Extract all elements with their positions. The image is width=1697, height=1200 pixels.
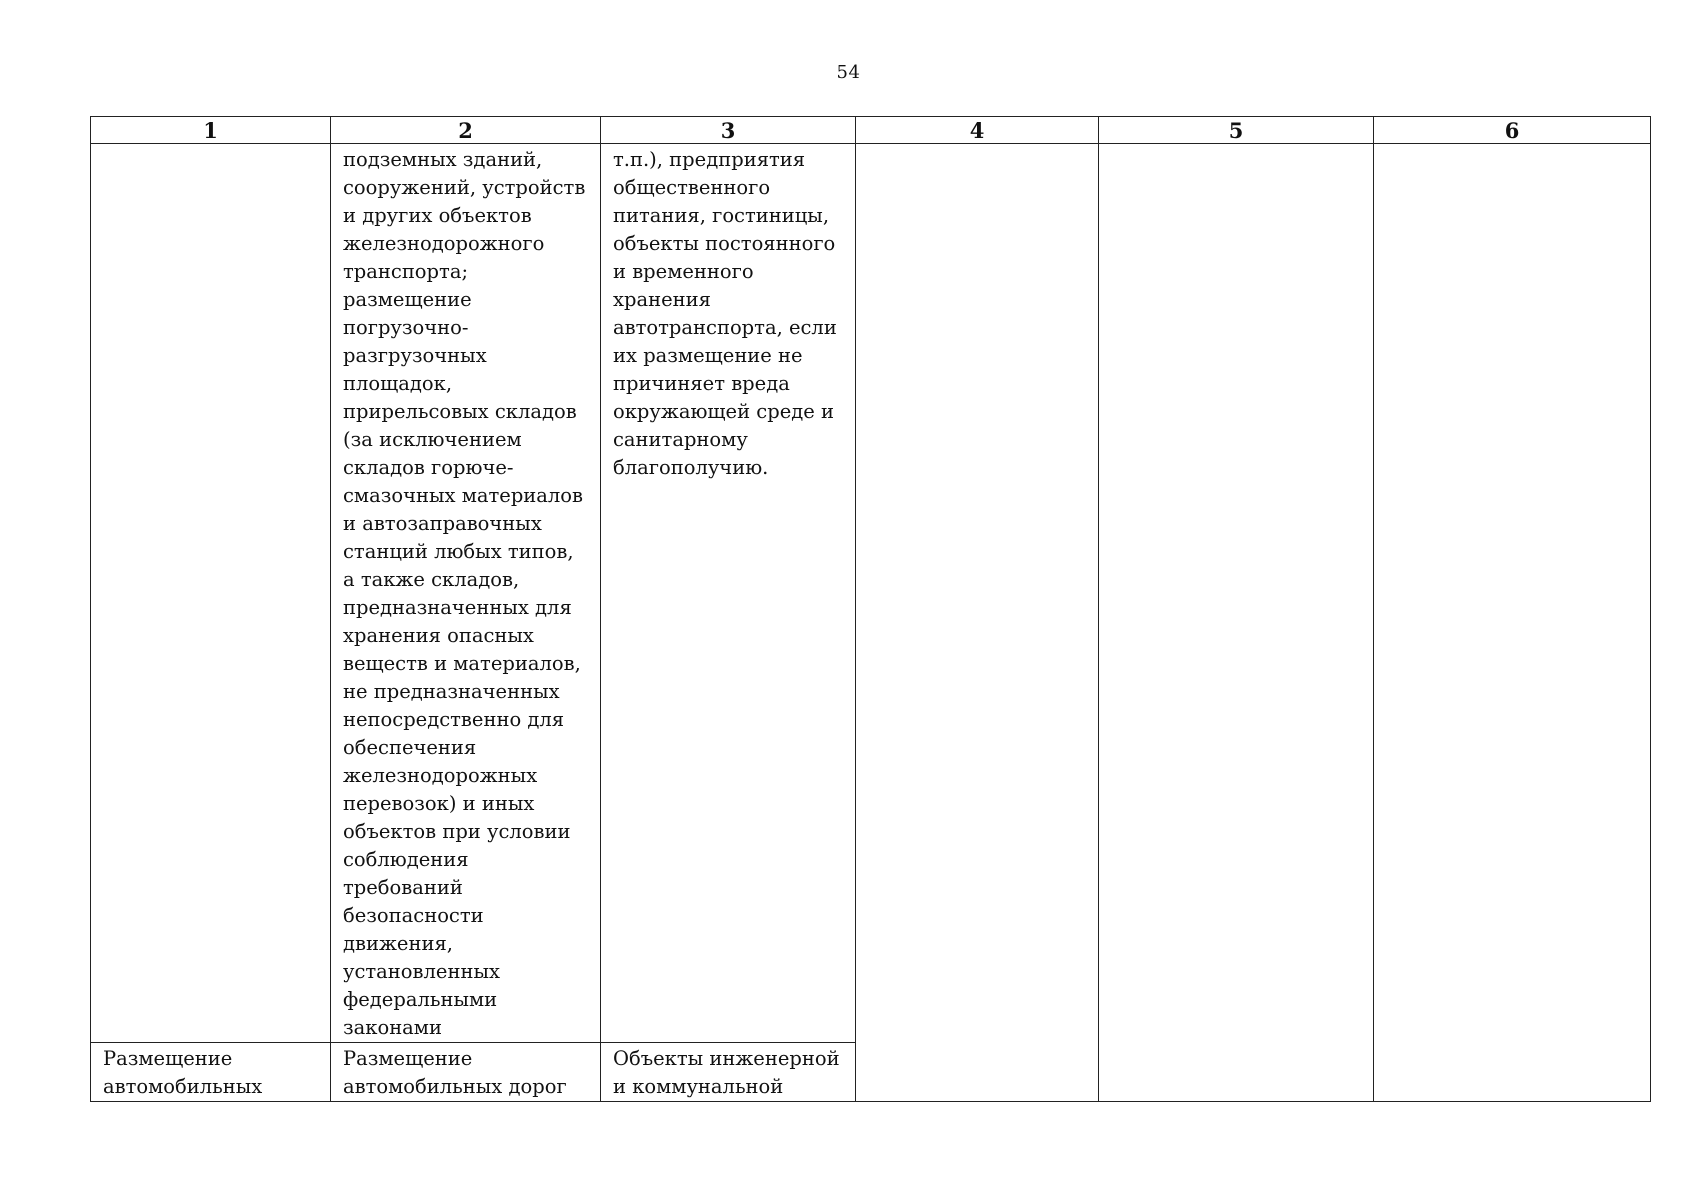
row2-cell-5 xyxy=(1099,1043,1374,1102)
column-header-2: 2 xyxy=(331,117,601,144)
column-header-1: 1 xyxy=(91,117,331,144)
column-header-3: 3 xyxy=(601,117,856,144)
table-header-row xyxy=(91,117,1651,144)
column-header-5: 5 xyxy=(1099,117,1374,144)
row1-cell-4 xyxy=(856,144,1099,1043)
page-number: 54 xyxy=(836,62,861,83)
column-header-6: 6 xyxy=(1374,117,1651,144)
row1-cell-use-type xyxy=(91,144,331,1043)
table-row xyxy=(91,144,1651,1043)
table-row xyxy=(91,1043,1651,1102)
row2-cell-6 xyxy=(1374,1043,1651,1102)
row2-cell-permitted-objects: Объекты инженерной и коммунальной xyxy=(601,1043,856,1102)
row2-cell-4 xyxy=(856,1043,1099,1102)
row1-cell-description: подземных зданий, сооружений, устройств и других объектов железнодорожного транспорта; размещение погрузочно- разгрузочных площадок, прирельсовых складов (за исключением складов горюче- смазочных материалов и автозаправочных станций любых типов, а также складов, предназначенных для хранения опасных веществ и материалов, не предназначенных непосредственно для обеспечения железнодорожных перевозок) и иных объектов при условии соблюдения требований безопасности движения, установленных федеральными законами xyxy=(331,144,601,1043)
zoning-table xyxy=(90,116,1651,1102)
row1-cell-5 xyxy=(1099,144,1374,1043)
row1-cell-permitted-objects: т.п.), предприятия общественного питания, гостиницы, объекты постоянного и временного хранения автотранспорта, если их размещение не причиняет вреда окружающей среде и санитарному благополучию. xyxy=(601,144,856,1043)
row2-cell-use-type: Размещение автомобильных xyxy=(91,1043,331,1102)
row1-cell-6 xyxy=(1374,144,1651,1043)
row2-cell-description: Размещение автомобильных дорог xyxy=(331,1043,601,1102)
column-header-4: 4 xyxy=(856,117,1099,144)
